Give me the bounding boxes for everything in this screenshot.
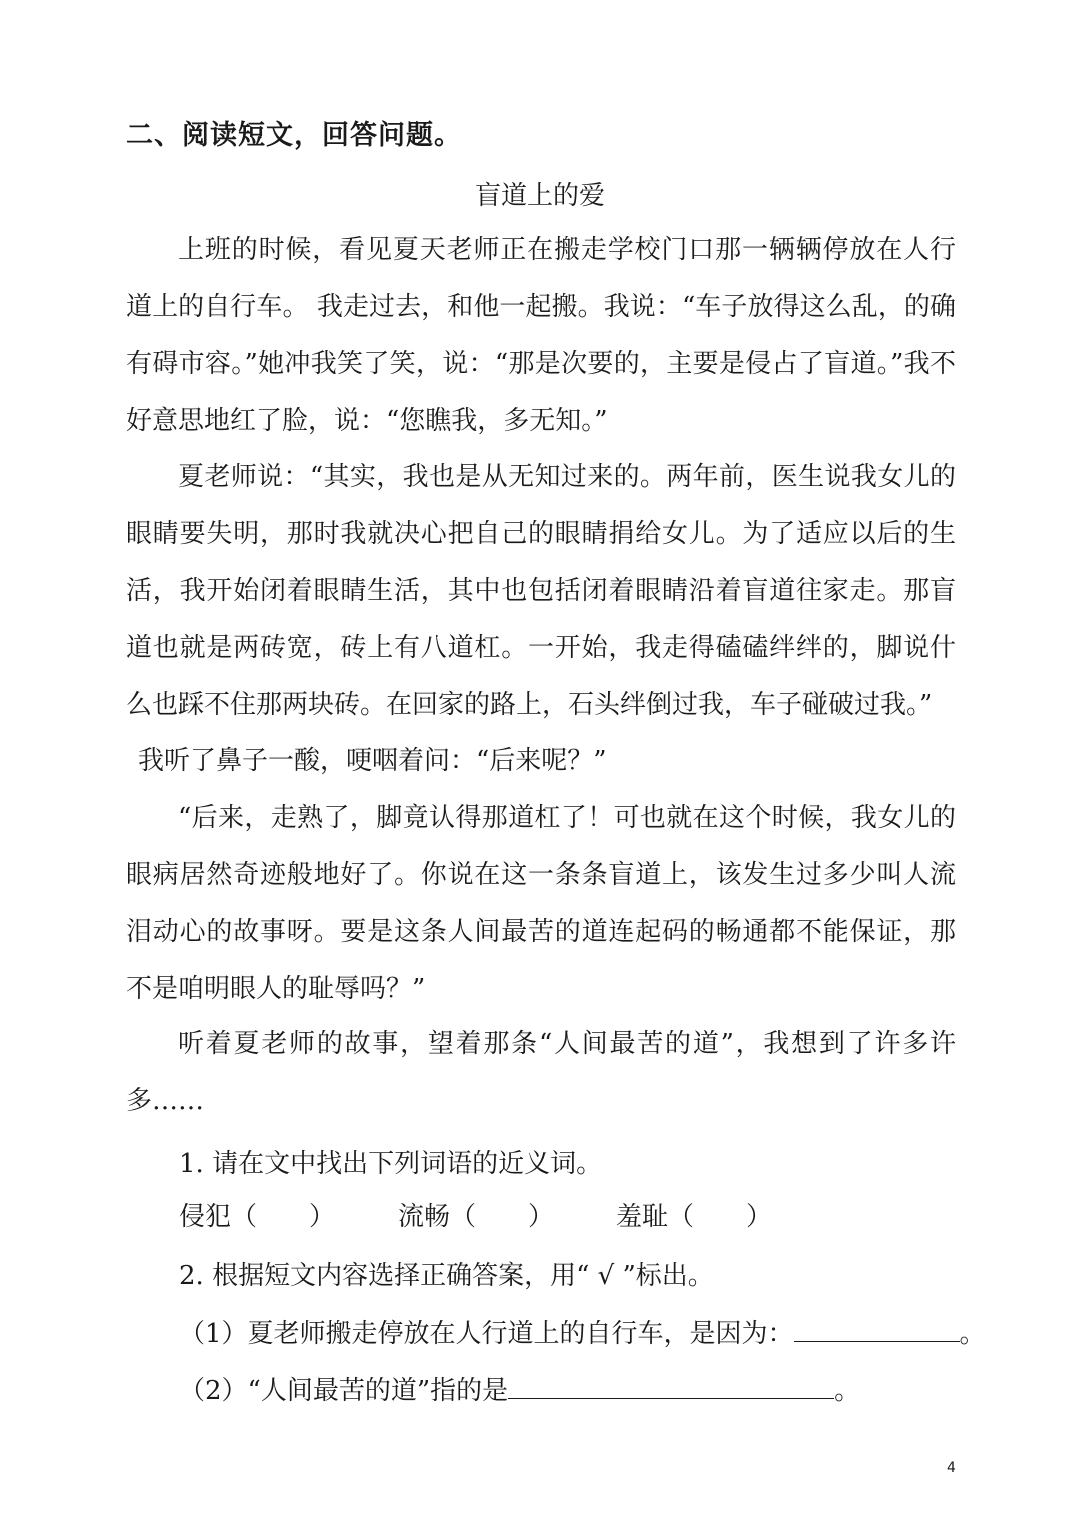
- paragraph-4: “后来，走熟了，脚竟认得那道杠了！可也就在这个时候，我女儿的眼病居然奇迹般地好了。你说在这一条条盲道上，该发生过多少叫人流泪动心的故事呀。要是这条人间最苦的道连起码的畅通都不能保证，那不是咱明眼人的耻辱吗？”: [126, 803, 956, 1004]
- synonym-item-3: 羞耻（ ）: [616, 1202, 773, 1232]
- question-2-item-2-text: （2）“人间最苦的道”指的是: [179, 1376, 509, 1406]
- answer-blank-2[interactable]: [508, 1372, 834, 1399]
- synonym-item-2: 流畅（ ）: [398, 1202, 555, 1232]
- section-heading: 二、阅读短文，回答问题。: [126, 120, 462, 151]
- paragraph-5: 听着夏老师的故事，望着那条“人间最苦的道”，我想到了许多许多……: [126, 1029, 956, 1116]
- question-2-item-1-end: 。: [959, 1319, 986, 1349]
- question-2-item-1: [179, 1313, 986, 1350]
- page-number: 4: [947, 1460, 956, 1476]
- question-2-item-1-text: （1）夏老师搬走停放在人行道上的自行车，是因为：: [179, 1319, 794, 1349]
- question-2-item-2: [179, 1370, 860, 1407]
- paragraph-2: 夏老师说：“其实，我也是从无知过来的。两年前，医生说我女儿的眼睛要失明，那时我就决心把自己的眼睛捐给女儿。为了适应以后的生活，我开始闭着眼睛生活，其中也包括闭着眼睛沿着盲道往家走。那盲道也就是两砖宽，砖上有八道杠。一开始，我走得磕磕绊绊的，脚说什么也踩不住那两块砖。在回家的路上，石头绊倒过我，车子碰破过我。”: [126, 462, 956, 720]
- synonym-item-1: 侵犯（ ）: [179, 1202, 336, 1232]
- paragraph-1: 上班的时候，看见夏天老师正在搬走学校门口那一辆辆停放在人行道上的自行车。 我走过去，和他一起搬。我说：“车子放得这么乱，的确有碍市容。”她冲我笑了笑，说：“那是次要的，主要是侵占了盲道。”我不好意思地红了脸，说：“您瞧我，多无知。”: [126, 235, 956, 436]
- article-title: 盲道上的爱: [474, 181, 605, 211]
- question-2-prompt: 2. 根据短文内容选择正确答案，用“ √ ”标出。: [179, 1261, 714, 1291]
- paragraph-3: 我听了鼻子一酸，哽咽着问：“后来呢？”: [138, 746, 607, 776]
- answer-blank-1[interactable]: [794, 1315, 960, 1342]
- question-2-item-2-end: 。: [834, 1376, 861, 1406]
- question-1-prompt: 1. 请在文中找出下列词语的近义词。: [179, 1149, 603, 1179]
